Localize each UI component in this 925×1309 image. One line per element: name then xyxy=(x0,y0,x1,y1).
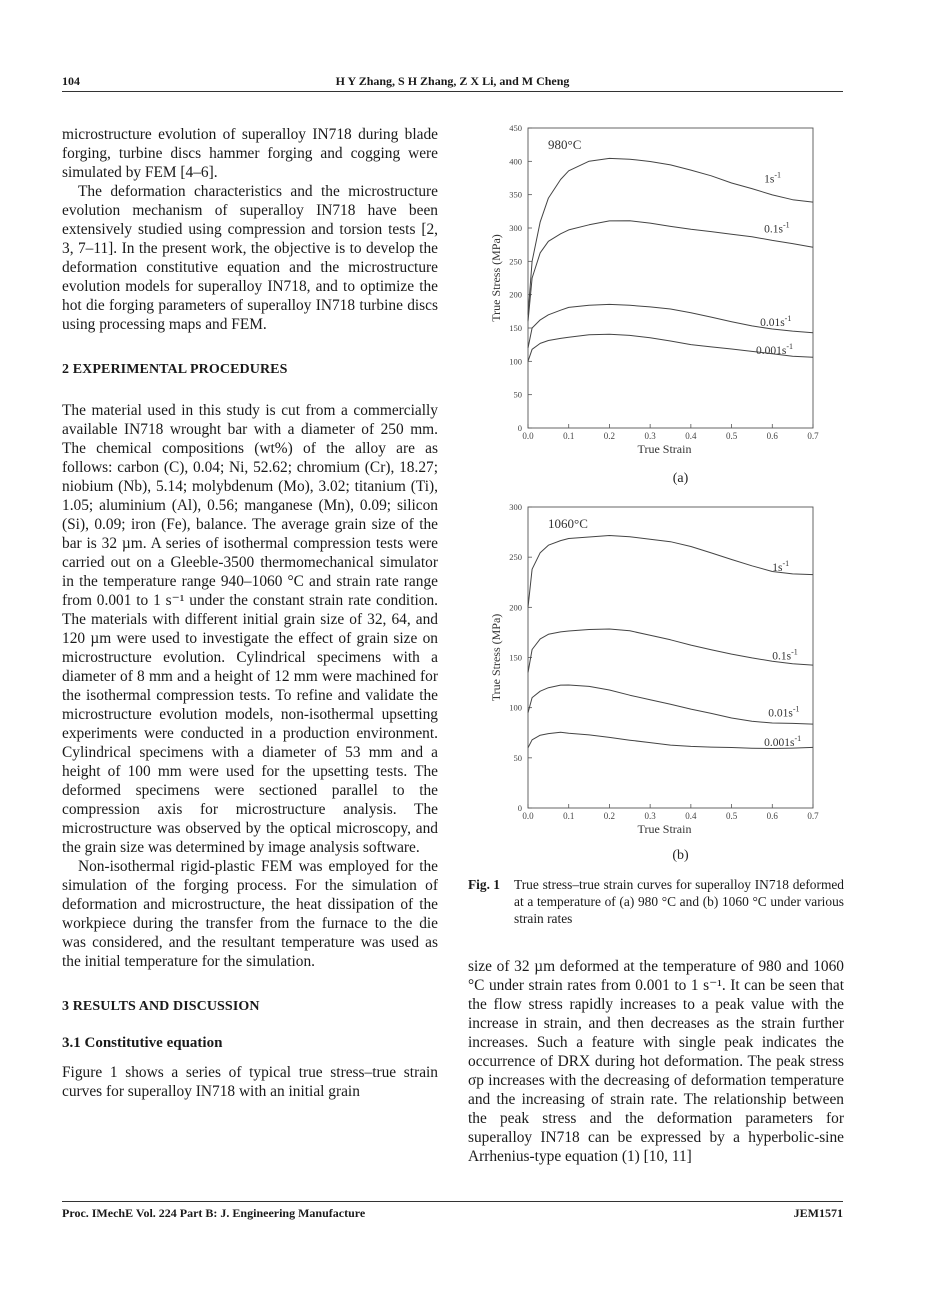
y-axis-label: True Stress (MPa) xyxy=(489,234,503,322)
x-axis-label: True Strain xyxy=(637,442,692,456)
caption-text: True stress–true strain curves for superalloy IN718 deformed at a temperature of (a) 980 °C and (b) 1060 °C under various strain rates xyxy=(514,877,844,926)
y-tick-label: 50 xyxy=(513,389,522,400)
temperature-label: 980°C xyxy=(548,137,582,152)
chart-a-svg xyxy=(470,118,840,493)
x-axis-label: True Strain xyxy=(637,822,692,836)
y-tick-label: 100 xyxy=(509,702,522,713)
plot-frame xyxy=(528,507,813,808)
series-label-0.01s-1: $0.01s^{-1}$ xyxy=(768,704,800,720)
series-label-1s-1: $1s^{-1}$ xyxy=(772,559,790,575)
paragraph-intro: The deformation characteristics and the microstructure evolution mechanism of superalloy IN718 have been extensively studied using compression and torsion tests [2, 3, 7–11]. In the present work, the objective is to develop the deformation constitutive equation and the microstructure evolution models for superalloy IN718, and to optimize the hot die forging parameters of superalloy IN718 turbine discs using processing maps and FEM. xyxy=(62,183,438,333)
panel-label: (b) xyxy=(672,848,689,863)
footer-rule xyxy=(62,1201,843,1202)
header-rule xyxy=(62,91,843,92)
page-footer xyxy=(62,1206,843,1221)
y-tick-label: 350 xyxy=(509,189,522,200)
running-authors: H Y Zhang, S H Zhang, Z X Li, and M Cheng xyxy=(335,74,570,88)
paragraph-fem: Non-isothermal rigid-plastic FEM was employed for the simulation of the forging process. For the simulation of deformation and microstructure, the heat dissipation of the workpiece during the transfer from the furnace to the die was considered, and the resultant temperature was used as the initial temperature for the simulation. xyxy=(62,858,438,970)
series-line-1s-1 xyxy=(528,536,813,608)
subsection-heading-3-1: 3.1 Constitutive equation xyxy=(62,1035,223,1051)
y-tick-label: 0 xyxy=(517,803,522,813)
y-tick-label: 200 xyxy=(509,602,522,613)
figure-caption xyxy=(468,876,844,927)
x-tick-label: 0.5 xyxy=(725,431,738,441)
y-tick-label: 300 xyxy=(509,502,522,512)
series-label-0.1s-1: $0.1s^{-1}$ xyxy=(764,220,790,236)
series-label-1s-1: $1s^{-1}$ xyxy=(764,170,782,186)
series-label-0.001s-1: $0.001s^{-1}$ xyxy=(764,733,802,749)
paragraph-material: The material used in this study is cut from a commercially available IN718 wrought bar with a diameter of 250 mm. The chemical compositions (wt%) of the alloy are as follows: carbon (C), 0.04; Ni, 52.62; chromium (Cr), 18.27; niobium (Nb), 5.14; molybdenum (Mo), 3.02; titanium (Ti), 1.05; aluminium (Al), 0.56; manganese (Mn), 0.09; silicon (Si), 0.09; iron (Fe), balance. The average grain size of the bar is 32 µm. A series of isothermal compression tests were carried out on a Gleeble-3500 thermomechanical simulator in the temperature range 940–1060 °C and strain rate range from 0.001 to 1 s⁻¹ under the constant strain rate condition. The materials with different initial grain size of 32, 64, and 120 µm were used to investigate the effect of grain size on microstructure evolution. Cylindrical specimens with a diameter of 8 mm and a height of 12 mm were machined for the isothermal compression tests. To refine and validate the microstructure evolution models, non-isothermal upsetting experiments were conducted in a production environment. Cylindrical specimens with a diameter of 53 mm and a height of 100 mm were used for the upsetting tests. The deformed specimens were sectioned parallel to the compression axis for microstructure analysis. The microstructure was observed by the optical microscopy, and the grain size was determined by image analysis software. xyxy=(62,402,438,856)
journal-name: Proc. IMechE Vol. 224 Part B: J. Engineering Manufacture xyxy=(62,1206,366,1220)
x-tick-label: 0.7 xyxy=(807,811,819,821)
series-label-0.001s-1: $0.001s^{-1}$ xyxy=(756,342,794,357)
x-tick-label: 0.2 xyxy=(603,811,616,821)
y-tick-label: 100 xyxy=(509,356,522,367)
figure-1b xyxy=(470,497,840,867)
x-tick-label: 0.3 xyxy=(644,811,656,821)
section-heading-3: 3 RESULTS AND DISCUSSION xyxy=(62,999,260,1014)
x-tick-label: 0.1 xyxy=(563,431,575,441)
right-column xyxy=(468,957,844,1166)
x-tick-label: 0.7 xyxy=(807,431,819,441)
x-tick-label: 0.2 xyxy=(603,431,616,441)
paragraph-continued: microstructure evolution of superalloy IN718 during blade forging, turbine discs hammer forging and cogging were simulated by FEM [4–6]. xyxy=(62,126,438,181)
x-tick-label: 0.0 xyxy=(522,811,534,821)
panel-label: (a) xyxy=(672,471,689,486)
x-tick-label: 0.4 xyxy=(685,431,697,441)
y-tick-label: 50 xyxy=(513,752,522,763)
y-axis-label: True Stress (MPa) xyxy=(489,613,503,702)
x-tick-label: 0.0 xyxy=(522,431,534,441)
y-tick-label: 200 xyxy=(509,289,522,300)
paragraph-fig1: Figure 1 shows a series of typical true stress–true strain curves for superalloy IN718 with an initial grain xyxy=(62,1064,438,1100)
figure-1a xyxy=(470,118,840,493)
temperature-label: 1060°C xyxy=(548,516,588,531)
series-line-0.1s-1 xyxy=(528,221,813,321)
page-header xyxy=(62,72,843,92)
section-heading-2: 2 EXPERIMENTAL PROCEDURES xyxy=(62,362,288,377)
x-tick-label: 0.6 xyxy=(766,431,778,441)
series-label-0.1s-1: $0.1s^{-1}$ xyxy=(772,647,798,663)
x-tick-label: 0.5 xyxy=(725,811,738,821)
x-tick-label: 0.4 xyxy=(685,811,697,821)
y-tick-label: 150 xyxy=(509,323,522,333)
y-tick-label: 0 xyxy=(517,423,522,433)
x-tick-label: 0.6 xyxy=(766,811,778,821)
left-column xyxy=(62,125,438,1101)
y-tick-label: 250 xyxy=(509,552,522,563)
y-tick-label: 400 xyxy=(509,156,522,167)
y-tick-label: 150 xyxy=(509,652,522,663)
paragraph-right: size of 32 µm deformed at the temperature of 980 and 1060 °C under strain rates from 0.001 to 1 s⁻¹. It can be seen that the flow stress rapidly increases to a peak value with the increase in strain, and then decreases as the strain further increases. Such a feature with single peak indicates the occurrence of DRX during hot deformation. The peak stress σp increases with the decreasing of deformation temperature and the increasing of strain rate. The relationship between the peak stress and the deformation parameters for superalloy IN718 can be expressed by a hyperbolic-sine Arrhenius-type equation (1) [10, 11] xyxy=(468,958,844,1165)
y-tick-label: 250 xyxy=(509,256,522,267)
chart-b-svg xyxy=(470,497,840,867)
page-number: 104 xyxy=(62,74,80,88)
article-code: JEM1571 xyxy=(793,1206,843,1220)
x-tick-label: 0.3 xyxy=(644,431,656,441)
caption-label: Fig. 1 xyxy=(468,877,500,892)
y-tick-label: 450 xyxy=(509,123,522,133)
y-tick-label: 300 xyxy=(509,223,522,233)
series-label-0.01s-1: $0.01s^{-1}$ xyxy=(760,314,792,329)
x-tick-label: 0.1 xyxy=(563,811,575,821)
series-line-0.1s-1 xyxy=(528,629,813,673)
